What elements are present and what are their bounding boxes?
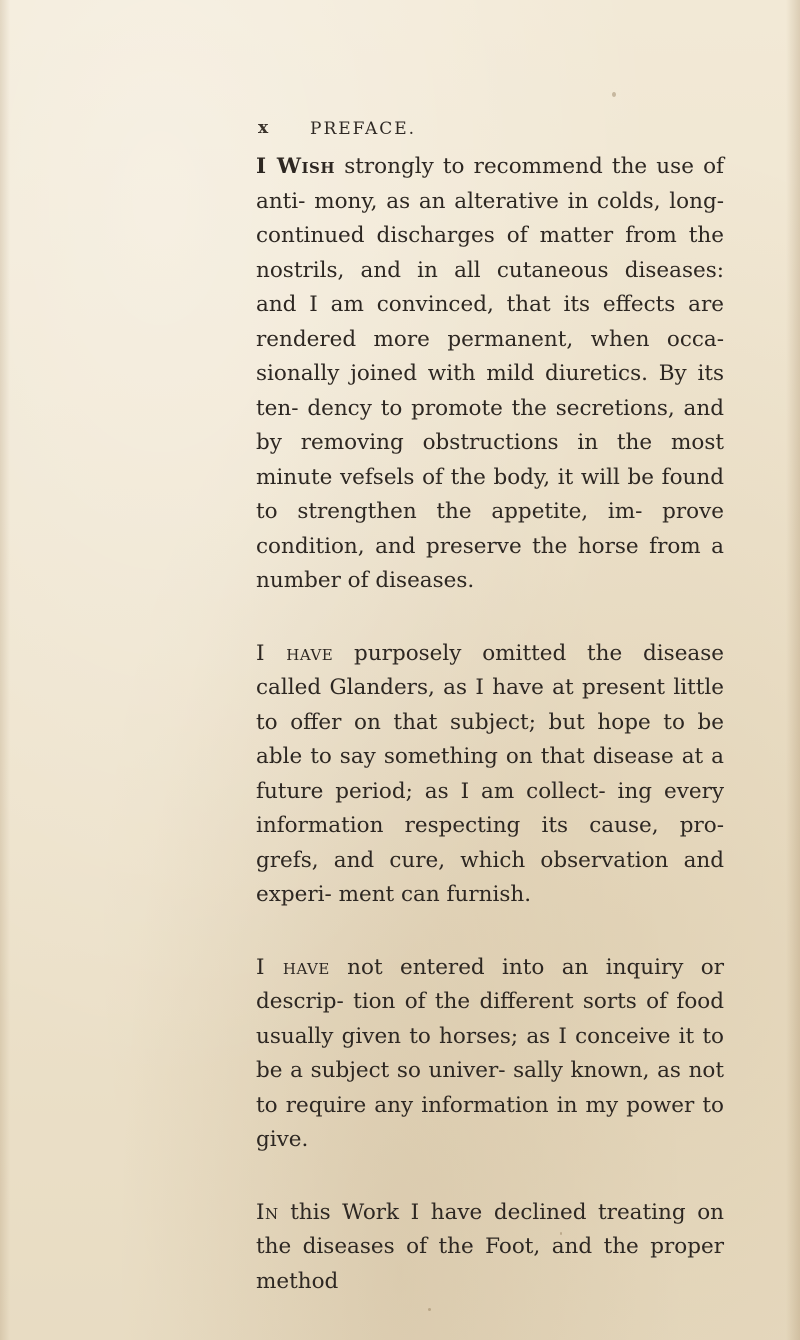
paper-speck [612,92,616,97]
paragraph-text: this Work I have declined treating on the diseases of the Foot, and the proper method [256,1199,724,1294]
running-head: PREFACE. [310,119,417,139]
paragraph-glanders [256,637,724,913]
paragraph-food [256,951,724,1158]
paragraph-text: strongly to recommend the use of anti- mony, as an alterative in colds, long-continued discharges of matter from the nostrils, and in all cutaneous diseases: and I am convinced, that its effects are rendered more permanent, when occa- sionally joined with mild diuretics. By its ten- dency to promote the secretions, and by removing obstructions in the most minute vefsels of the body, it will be found to strengthen the appetite, im- prove condition, and preserve the horse from a number of diseases. [256,154,724,593]
paragraph-lead: I Wish [256,154,336,179]
page-shadow-left [0,0,10,1340]
body-text [256,150,724,1299]
paragraph-lead: In [256,1199,279,1225]
paper-speck [428,1308,431,1311]
paragraph-lead: I have [256,954,330,980]
page-shadow-right [786,0,800,1340]
paragraph-foot [256,1196,724,1300]
paragraph-lead: I have [256,640,334,666]
paragraph-text: purposely omitted the disease called Glanders, as I have at present little to offer on that subject; but hope to be able to say something on that disease at a future period; as I am collect- ing every information respecting its cause, pro- grefs, and cure, which observation and experi- ment can furnish. [256,640,724,907]
paragraph-text: not entered into an inquiry or descrip- tion of the different sorts of food usually given to horses; as I conceive it to be a subject so univer- sally known, as not to require any information in my power to give. [256,954,724,1152]
page-number: x [258,118,269,138]
page-header [258,118,558,142]
paragraph-antimony [256,150,724,599]
